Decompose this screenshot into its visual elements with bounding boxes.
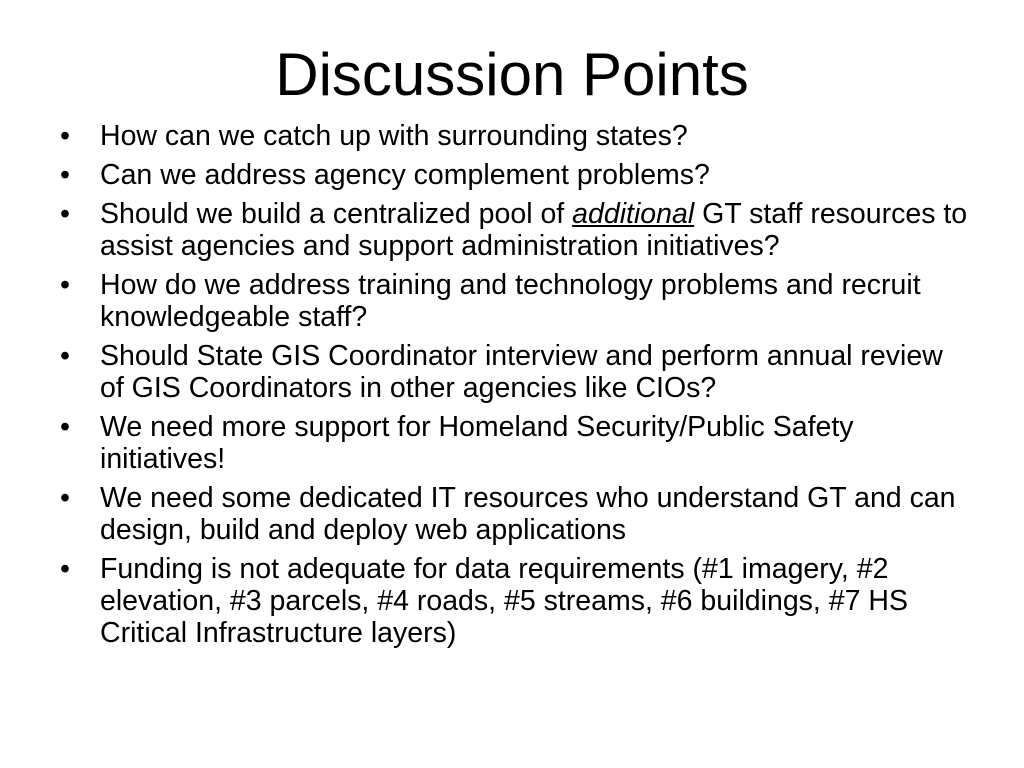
bullet-marker: • — [60, 198, 70, 230]
bullet-item — [60, 159, 970, 191]
bullet-text-before: Should we build a centralized pool of — [100, 198, 573, 230]
bullet-text: How do we address training and technology problems and recruit knowledgeable staff? — [100, 269, 921, 333]
bullet-item — [60, 482, 970, 546]
bullet-item — [60, 553, 970, 649]
bullet-marker: • — [60, 269, 70, 301]
bullet-marker: • — [60, 553, 70, 585]
bullet-marker: • — [60, 159, 70, 191]
bullet-marker: • — [60, 340, 70, 372]
bullet-text: We need more support for Homeland Security/Public Safety initiatives! — [100, 411, 854, 475]
bullet-item — [60, 269, 970, 333]
bullet-marker: • — [60, 411, 70, 443]
bullet-emphasis: additional — [572, 198, 695, 230]
bullet-text: Should State GIS Coordinator interview and perform annual review of GIS Coordinators in other agencies like CIOs? — [100, 340, 943, 404]
slide-title: Discussion Points — [275, 41, 749, 108]
bullet-item — [60, 120, 970, 152]
bullet-text: Can we address agency complement problems? — [100, 159, 710, 191]
bullet-item — [60, 198, 970, 262]
bullet-text: We need some dedicated IT resources who understand GT and can design, build and deploy web applications — [100, 482, 956, 546]
bullet-item — [60, 411, 970, 475]
bullet-item — [60, 340, 970, 404]
bullet-text: Funding is not adequate for data requirements (#1 imagery, #2 elevation, #3 parcels, #4 roads, #5 streams, #6 buildings, #7 HS Critical Infrastructure layers) — [100, 553, 908, 649]
bullet-text-after: GT staff resources to assist agencies and support administration initiatives? — [100, 198, 968, 262]
bullet-marker: • — [60, 120, 70, 152]
bullet-marker: • — [60, 482, 70, 514]
bullet-list — [60, 120, 970, 656]
bullet-text: How can we catch up with surrounding states? — [100, 120, 688, 152]
